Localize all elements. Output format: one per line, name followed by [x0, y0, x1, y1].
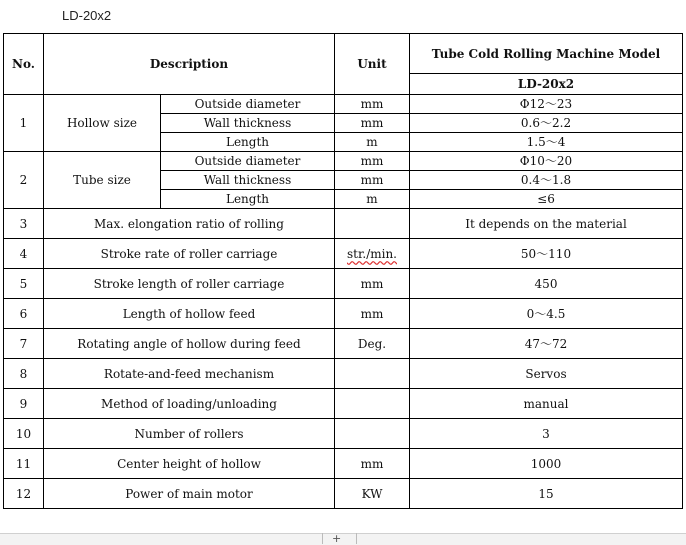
row-desc: Power of main motor: [44, 479, 335, 509]
row-value: 3: [410, 419, 683, 449]
row-unit: m: [335, 133, 410, 152]
row-value: 50～110: [410, 239, 683, 269]
row-param: Wall thickness: [161, 114, 335, 133]
add-sheet-button[interactable]: +: [332, 532, 342, 545]
table-row: [4, 359, 683, 389]
row-unit: m: [335, 190, 410, 209]
tab-divider: [356, 533, 357, 544]
row-value: 15: [410, 479, 683, 509]
row-value: manual: [410, 389, 683, 419]
row-param: Length: [161, 190, 335, 209]
header-model: LD-20x2: [410, 74, 683, 95]
row-no: 10: [4, 419, 44, 449]
table-row: [4, 299, 683, 329]
row-param: Outside diameter: [161, 95, 335, 114]
row-value: 0.6～2.2: [410, 114, 683, 133]
row-value: It depends on the material: [410, 209, 683, 239]
row-unit: mm: [335, 152, 410, 171]
row-no: 8: [4, 359, 44, 389]
row-value: 1.5～4: [410, 133, 683, 152]
table-row: [4, 479, 683, 509]
row-no: 2: [4, 152, 44, 209]
row-param: Length: [161, 133, 335, 152]
row-group: Tube size: [44, 152, 161, 209]
row-unit: KW: [335, 479, 410, 509]
tab-divider: [322, 533, 323, 544]
table-row: [4, 449, 683, 479]
table-row: [4, 389, 683, 419]
row-no: 5: [4, 269, 44, 299]
row-desc: Center height of hollow: [44, 449, 335, 479]
row-desc: Rotating angle of hollow during feed: [44, 329, 335, 359]
row-unit: mm: [335, 114, 410, 133]
row-unit: mm: [335, 269, 410, 299]
table-header-row: [4, 34, 683, 74]
table-row: [4, 95, 683, 114]
row-value: 450: [410, 269, 683, 299]
table-row: [4, 152, 683, 171]
row-unit-text: str./min.: [346, 246, 397, 261]
header-unit: Unit: [335, 34, 410, 95]
row-value: 0～4.5: [410, 299, 683, 329]
header-description: Description: [44, 34, 335, 95]
row-unit: mm: [335, 449, 410, 479]
row-value: ≤6: [410, 190, 683, 209]
row-param: Wall thickness: [161, 171, 335, 190]
row-unit: [335, 239, 410, 269]
row-desc: Rotate-and-feed mechanism: [44, 359, 335, 389]
table-row: [4, 329, 683, 359]
sheet-tab-bar: [0, 533, 686, 545]
row-value: Φ10～20: [410, 152, 683, 171]
spec-table: [3, 33, 683, 509]
row-value: 1000: [410, 449, 683, 479]
header-model-title: Tube Cold Rolling Machine Model: [410, 34, 683, 74]
row-no: 1: [4, 95, 44, 152]
row-param: Outside diameter: [161, 152, 335, 171]
row-value: 0.4～1.8: [410, 171, 683, 190]
table-row: [4, 269, 683, 299]
row-value: Φ12～23: [410, 95, 683, 114]
row-no: 11: [4, 449, 44, 479]
row-value: Servos: [410, 359, 683, 389]
table-row: [4, 209, 683, 239]
row-no: 3: [4, 209, 44, 239]
row-desc: Method of loading/unloading: [44, 389, 335, 419]
row-unit: [335, 389, 410, 419]
row-unit: [335, 359, 410, 389]
row-value: 47～72: [410, 329, 683, 359]
row-desc: Length of hollow feed: [44, 299, 335, 329]
row-desc: Stroke length of roller carriage: [44, 269, 335, 299]
row-no: 7: [4, 329, 44, 359]
row-desc: Max. elongation ratio of rolling: [44, 209, 335, 239]
table-row: [4, 239, 683, 269]
row-unit: Deg.: [335, 329, 410, 359]
table-row: [4, 419, 683, 449]
row-unit: mm: [335, 95, 410, 114]
header-no: No.: [4, 34, 44, 95]
row-unit: mm: [335, 171, 410, 190]
row-no: 9: [4, 389, 44, 419]
row-group: Hollow size: [44, 95, 161, 152]
row-unit: [335, 209, 410, 239]
row-desc: Stroke rate of roller carriage: [44, 239, 335, 269]
row-no: 4: [4, 239, 44, 269]
document-title: LD-20x2: [62, 8, 112, 23]
row-no: 12: [4, 479, 44, 509]
row-desc: Number of rollers: [44, 419, 335, 449]
row-unit: mm: [335, 299, 410, 329]
row-no: 6: [4, 299, 44, 329]
row-unit: [335, 419, 410, 449]
